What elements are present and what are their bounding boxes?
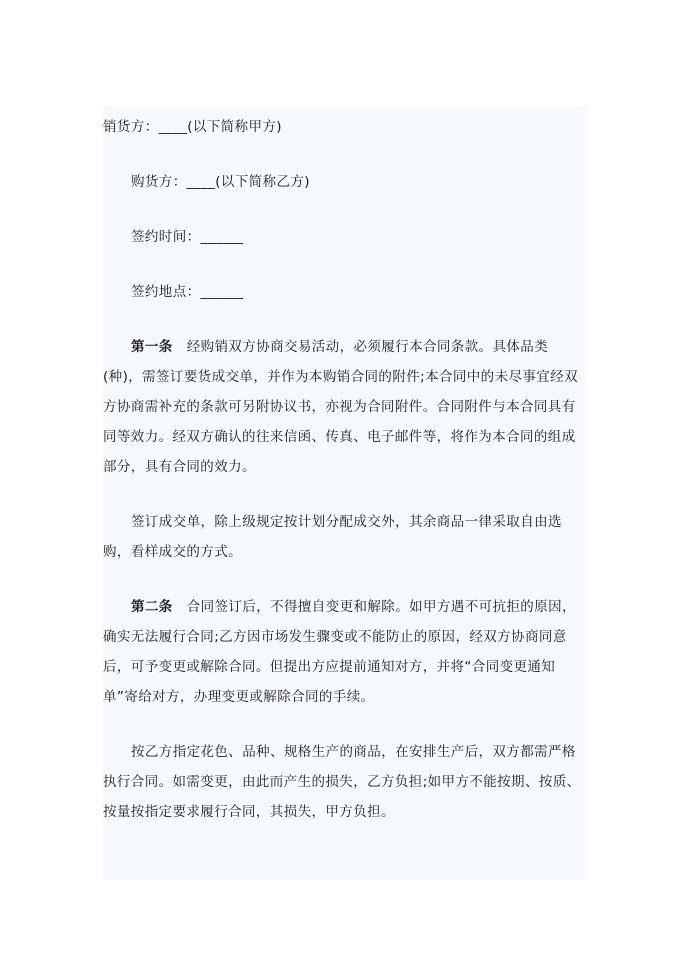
- article-2-paragraph: [103, 592, 587, 712]
- article-1-paragraph: [103, 332, 587, 482]
- buyer-line: 购货方：____(以下简称乙方): [131, 174, 310, 190]
- article-2-text: 合同签订后，不得擅自变更和解除。如甲方遇不可抗拒的原因，确实无法履行合同;乙方因市场发生骤变或不能防止的原因，经双方协商同意后，可予变更或解除合同。但提出方应提前通知对方，并将“合同变更通知单”寄给对方，办理变更或解除合同的手续。: [103, 599, 576, 705]
- article-1-followup-paragraph: 签订成交单，除上级规定按计划分配成交外，其余商品一律采取自由选购，看样成交的方式。: [103, 514, 562, 560]
- sign-place-line: 签约地点：______: [131, 284, 244, 300]
- article-1-label: 第一条: [131, 339, 173, 355]
- sign-time-line: 签约时间：______: [131, 229, 244, 245]
- seller-line: 销货方：____(以下简称甲方): [103, 119, 282, 135]
- article-2-label: 第二条: [131, 599, 173, 615]
- article-1-text: 经购销双方协商交易活动，必须履行本合同条款。具体品类(种)，需签订要货成交单，并作为本购销合同的附件;本合同中的未尽事宜经双方协商需补充的条款可另附协议书，亦视为合同附件。合同附件与本合同具有同等效力。经双方确认的往来信函、传真、电子邮件等，将作为本合同的组成部分，具有合同的效力。: [103, 339, 578, 475]
- contract-body: [103, 112, 587, 852]
- article-2-followup-paragraph: 按乙方指定花色、品种、规格生产的商品，在安排生产后，双方都需严格执行合同。如需变更，由此而产生的损失，乙方负担;如甲方不能按期、按质、按量按指定要求履行合同，其损失，甲方负担。: [103, 744, 581, 820]
